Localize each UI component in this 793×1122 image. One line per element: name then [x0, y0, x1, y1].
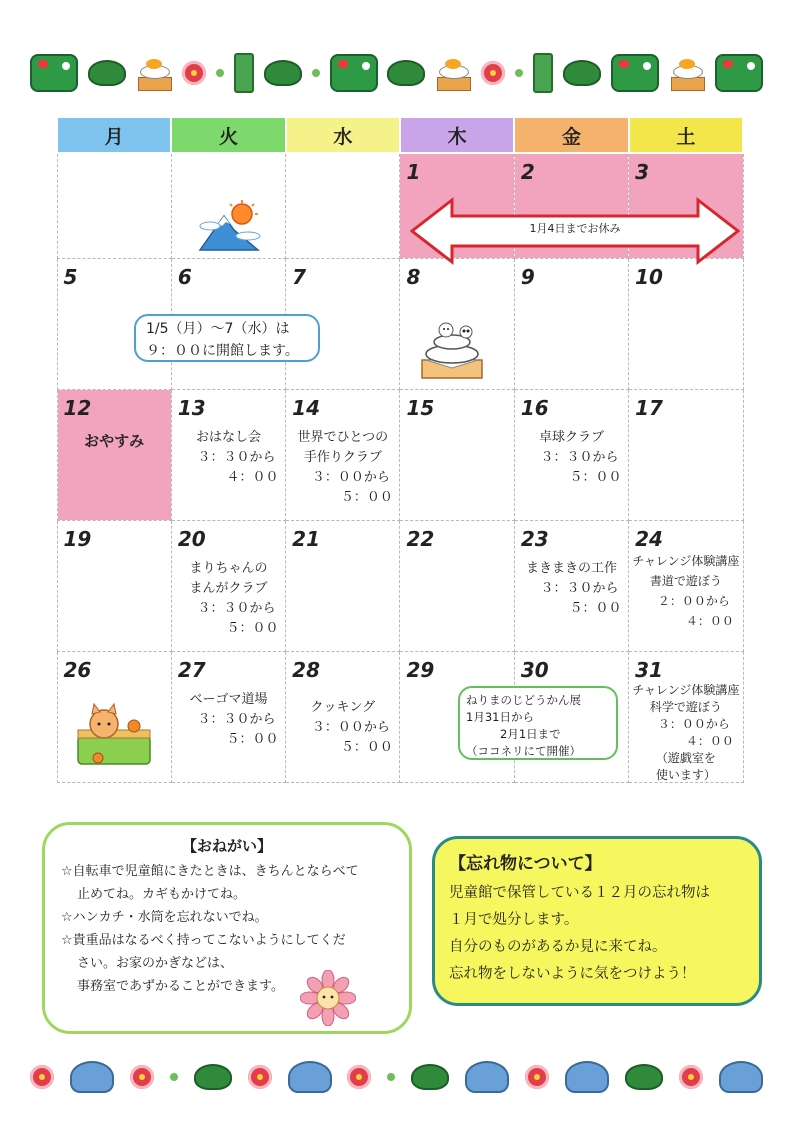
day-number: 15 — [406, 396, 435, 420]
day-number: 2 — [520, 160, 535, 184]
pine-icon — [625, 1064, 663, 1090]
lost-items-notice-box — [432, 836, 762, 1006]
event-title: 卓球クラブ — [538, 430, 604, 445]
shishimai-icon — [715, 54, 763, 92]
day-cell — [286, 521, 400, 652]
top-decoration-border — [30, 48, 763, 98]
event — [286, 428, 399, 508]
day-cell — [514, 521, 628, 652]
kadomatsu-icon — [533, 53, 553, 93]
pine-icon — [411, 1064, 449, 1090]
opening-notice-line2: ９：００に開館します。 — [146, 343, 299, 359]
day-cell — [57, 521, 171, 652]
event-end-time: ４：００ — [685, 734, 734, 748]
exhibition-notice-line1: ねりまのじどうかん展 — [466, 693, 581, 707]
event-start-time: ３：００から — [311, 470, 390, 485]
day-number: 6 — [177, 265, 192, 289]
request-line: ☆自転車で児童館にきたときは、きちんとならべて — [61, 864, 359, 879]
day-number: 10 — [635, 265, 663, 289]
event-title-line2: 科学で遊ぼう — [649, 700, 722, 714]
event-note-line2: 使います） — [655, 768, 716, 782]
weekday-header: 火 — [171, 117, 285, 153]
dot-icon — [515, 69, 523, 77]
request-line: 事務室であずかることができます。 — [77, 979, 284, 994]
event-start-time: ３：３０から — [540, 581, 619, 596]
day-number: 30 — [520, 658, 549, 682]
plum-flower-icon — [679, 1065, 703, 1089]
event — [515, 559, 628, 619]
event-title: チャレンジ体験講座 — [632, 683, 740, 697]
event-title: 世界でひとつの — [297, 430, 389, 445]
dot-icon — [312, 69, 320, 77]
kagami-mochi-picture-icon — [416, 318, 492, 380]
event-title: まりちゃんの — [189, 561, 268, 576]
event — [172, 690, 285, 750]
day-number: 21 — [292, 527, 320, 551]
day-number: 26 — [63, 658, 92, 682]
exhibition-notice-bubble — [458, 686, 618, 760]
event-end-time: ４：００ — [226, 470, 279, 485]
event-title-line2: 手作りクラブ — [303, 450, 382, 465]
day-number: 8 — [406, 265, 421, 289]
plum-flower-icon — [248, 1065, 272, 1089]
week-row — [57, 390, 743, 521]
kagami-mochi-icon — [669, 55, 705, 91]
event-start-time: ３：００から — [311, 720, 390, 735]
shishimai-icon — [611, 54, 659, 92]
event-start-time: ３：３０から — [197, 450, 276, 465]
event — [629, 682, 742, 784]
event-end-time: ５：００ — [569, 470, 622, 485]
day-cell — [286, 390, 400, 521]
day-number: 14 — [292, 396, 320, 420]
day-cell — [629, 521, 743, 652]
day-cell — [400, 390, 514, 521]
day-number: 27 — [177, 658, 206, 682]
day-cell — [514, 390, 628, 521]
day-cell — [629, 390, 743, 521]
event-title: クッキング — [310, 700, 376, 715]
week-row — [57, 521, 743, 652]
day-cell — [400, 521, 514, 652]
closed-label: おやすみ — [84, 432, 145, 450]
dot-icon — [387, 1073, 395, 1081]
lost-items-line: 忘れ物をしないように気をつけよう！ — [449, 966, 696, 982]
day-cell — [171, 652, 285, 783]
plum-flower-icon — [347, 1065, 371, 1089]
plum-flower-icon — [525, 1065, 549, 1089]
day-number: 31 — [635, 658, 663, 682]
day-number: 3 — [635, 160, 650, 184]
event-end-time: ５：００ — [569, 601, 622, 616]
request-line: ☆貴重品はなるべく持ってこないようにしてくだ — [61, 933, 346, 948]
event — [286, 698, 399, 758]
exhibition-notice-line3: 2月1日まで — [500, 727, 561, 741]
request-notice-box — [42, 822, 412, 1034]
shishimai-icon — [30, 54, 78, 92]
event-start-time: ３：３０から — [197, 601, 276, 616]
opening-notice-line1: 1/5（月）～7（水）は — [146, 321, 290, 337]
event-note: （遊戯室を — [655, 751, 716, 765]
spinning-top-icon — [565, 1061, 609, 1093]
lost-items-heading: 【忘れ物について】 — [449, 854, 602, 874]
event-title-line2: 書道で遊ぼう — [649, 574, 722, 588]
day-number: 22 — [406, 527, 435, 551]
spinning-top-icon — [288, 1061, 332, 1093]
day-cell — [171, 390, 285, 521]
plum-flower-icon — [481, 61, 505, 85]
spinning-top-icon — [70, 1061, 114, 1093]
day-number: 20 — [177, 527, 206, 551]
week-row — [57, 652, 743, 783]
day-number: 5 — [63, 265, 78, 289]
lost-items-line: １月で処分します。 — [449, 912, 579, 928]
weekday-header: 金 — [514, 117, 628, 153]
day-cell-empty — [57, 153, 171, 259]
day-cell — [171, 521, 285, 652]
shishimai-icon — [330, 54, 378, 92]
kagami-mochi-icon — [435, 55, 471, 91]
day-number: 19 — [63, 527, 92, 551]
day-number: 16 — [520, 396, 549, 420]
exhibition-notice-line2: 1月31日から — [466, 710, 534, 724]
cat-kotatsu-icon — [74, 700, 154, 770]
lost-items-line: 自分のものがあるか見に来てね。 — [449, 939, 667, 955]
pine-icon — [387, 60, 425, 86]
day-number: 23 — [520, 527, 549, 551]
weekday-header: 水 — [286, 117, 400, 153]
holiday-arrow — [410, 196, 740, 266]
kagami-mochi-icon — [136, 55, 172, 91]
event-title: おはなし会 — [195, 430, 261, 445]
flower-character-icon — [300, 970, 356, 1026]
pine-icon — [88, 60, 126, 86]
event — [515, 428, 628, 488]
event-title: まきまきの工作 — [525, 561, 617, 576]
event-start-time: ３：３０から — [540, 450, 619, 465]
day-cell — [514, 259, 628, 390]
day-number: 7 — [292, 265, 307, 289]
day-cell-closed — [57, 390, 171, 521]
spinning-top-icon — [719, 1061, 763, 1093]
event-start-time: ３：００から — [657, 717, 730, 731]
event-title-line2: まんがクラブ — [189, 581, 268, 596]
pine-icon — [563, 60, 601, 86]
day-cell — [286, 652, 400, 783]
event-end-time: ５：００ — [340, 740, 393, 755]
event-start-time: ２：００から — [657, 594, 730, 608]
mount-fuji-sunrise-icon — [196, 200, 266, 254]
weekday-header-row — [57, 117, 743, 153]
pine-icon — [264, 60, 302, 86]
day-number: 28 — [292, 658, 320, 682]
weekday-header: 土 — [629, 117, 743, 153]
request-heading: 【おねがい】 — [181, 837, 272, 855]
plum-flower-icon — [30, 1065, 54, 1089]
day-cell-empty — [286, 153, 400, 259]
dot-icon — [170, 1073, 178, 1081]
request-line: ☆ハンカチ・水筒を忘れないでね。 — [61, 910, 268, 925]
dot-icon — [216, 69, 224, 77]
lost-items-line: 児童館で保管している１２月の忘れ物は — [449, 885, 710, 901]
kadomatsu-icon — [234, 53, 254, 93]
day-number: 1 — [406, 160, 421, 184]
bottom-decoration-border — [30, 1052, 763, 1102]
event-end-time: ５：００ — [226, 732, 279, 747]
weekday-header: 木 — [400, 117, 514, 153]
day-number: 17 — [635, 396, 663, 420]
day-number: 13 — [177, 396, 206, 420]
day-number: 9 — [520, 265, 535, 289]
event — [172, 428, 285, 488]
plum-flower-icon — [182, 61, 206, 85]
day-number: 12 — [63, 396, 92, 420]
event-title: ベーゴマ道場 — [189, 692, 268, 707]
weekday-header: 月 — [57, 117, 171, 153]
event-end-time: ５：００ — [340, 490, 393, 505]
day-number: 24 — [635, 527, 663, 551]
request-line: さい。お家のかぎなどは、 — [77, 956, 234, 971]
event-start-time: ３：３０から — [197, 712, 276, 727]
day-cell — [629, 652, 743, 783]
event-end-time: ５：００ — [226, 621, 279, 636]
event — [172, 559, 285, 639]
opening-notice-bubble — [134, 314, 320, 362]
plum-flower-icon — [130, 1065, 154, 1089]
day-number: 29 — [406, 658, 435, 682]
event — [629, 551, 742, 631]
spinning-top-icon — [465, 1061, 509, 1093]
pine-icon — [194, 1064, 232, 1090]
event-end-time: ４：００ — [685, 614, 734, 628]
day-cell — [629, 259, 743, 390]
exhibition-notice-line4: （ココネリにて開催） — [466, 744, 581, 758]
holiday-arrow-text: 1月4日までお休み — [529, 222, 621, 235]
event-title: チャレンジ体験講座 — [632, 554, 740, 568]
request-line: 止めてね。カギもかけてね。 — [77, 887, 247, 902]
